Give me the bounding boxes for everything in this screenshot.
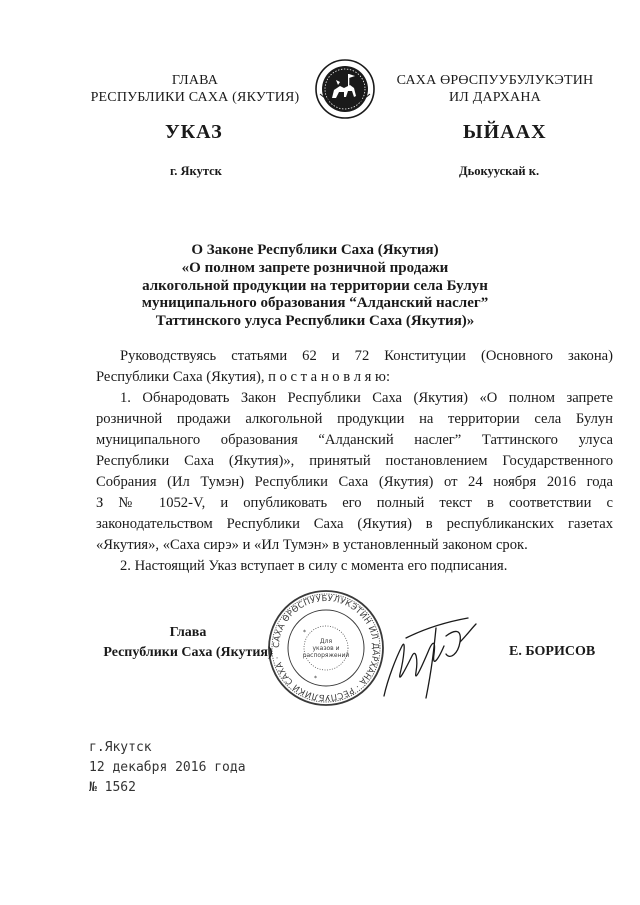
document-kind-sah: ЫЙААХ xyxy=(463,121,547,143)
body-line: «Якутия», «Саха сирэ» и «Ил Тумэн» в установленный законом срок. xyxy=(96,537,528,553)
registration-meta xyxy=(89,738,246,798)
header-right-line-2: ИЛ ДАРХАНА xyxy=(448,90,541,105)
title-line: алкогольной продукции на территории села Булун xyxy=(142,277,488,294)
seal-center-line-1: Для xyxy=(319,638,333,645)
title-line: «О полном запрете розничной продажи xyxy=(181,259,449,276)
body-line: муниципального образования “Алданский наслег” Таттинского улуса xyxy=(96,432,613,448)
signature-title-line-2: Республики Саха (Якутия) xyxy=(103,645,273,660)
meta-date: 12 декабря 2016 года xyxy=(89,760,246,775)
body-line: Руководствуясь статьями 62 и 72 Конституции (Основного закона) xyxy=(120,348,613,364)
seal-ring-text: САХА ӨРӨСПУУБУЛУКЭТИН ИЛ ДАРХАНА · РЕСПУБЛИКИ САХА · xyxy=(270,592,382,704)
seal-center-line-2: указов и xyxy=(312,645,340,652)
header-right-line-1: САХА ӨРӨСПУУБУЛУКЭТИН xyxy=(396,73,594,88)
document-kind-ru: УКАЗ xyxy=(165,121,223,143)
official-seal-icon xyxy=(266,588,386,708)
svg-text:*: * xyxy=(303,629,306,636)
seal-center-line-3: распоряжений xyxy=(302,652,350,659)
document-title xyxy=(95,242,535,331)
body-line: розничной продажи алкогольной продукции на территории села Булун xyxy=(96,411,613,427)
body-line: З № 1052-V, и опубликовать его полный текст в соответствии с xyxy=(96,495,613,511)
coat-of-arms-emblem-icon xyxy=(314,58,376,120)
header-left-line-1: ГЛАВА xyxy=(171,73,219,88)
body-line: 1. Обнародовать Закон Республики Саха (Якутия) «О полном запрете xyxy=(120,390,613,406)
signature-title-line-1: Глава xyxy=(169,625,207,640)
body-line: Республики Саха (Якутия), п о с т а н о в л я ю: xyxy=(96,369,391,385)
title-line: Таттинского улуса Республики Саха (Якутия)» xyxy=(155,313,475,330)
signatory-name: Е. БОРИСОВ xyxy=(509,644,596,659)
handwritten-signature-icon xyxy=(376,598,486,713)
meta-number: № 1562 xyxy=(89,780,136,795)
signature-title xyxy=(98,623,278,663)
body-line: Республики Саха (Якутия)», принятый постановлением Государственного xyxy=(96,453,613,469)
title-line: муниципального образования “Алданский наслег” xyxy=(141,295,489,312)
header-left xyxy=(80,72,310,106)
title-line: О Законе Республики Саха (Якутия) xyxy=(191,242,439,258)
body-line: 2. Настоящий Указ вступает в силу с момента его подписания. xyxy=(120,558,508,574)
header-left-line-2: РЕСПУБЛИКИ САХА (ЯКУТИЯ) xyxy=(90,90,300,105)
body-line: Собрания (Ил Тумэн) Республики Саха (Якутия) от 24 ноября 2016 года xyxy=(96,474,613,490)
city-sah: Дьокуускай к. xyxy=(459,164,540,178)
body-line: законодательством Республики Саха (Якутия) в республиканских газетах xyxy=(96,516,613,532)
city-ru: г. Якутск xyxy=(170,164,222,178)
meta-city: г.Якутск xyxy=(89,740,152,755)
svg-text:*: * xyxy=(314,675,317,682)
header-right xyxy=(395,72,595,106)
